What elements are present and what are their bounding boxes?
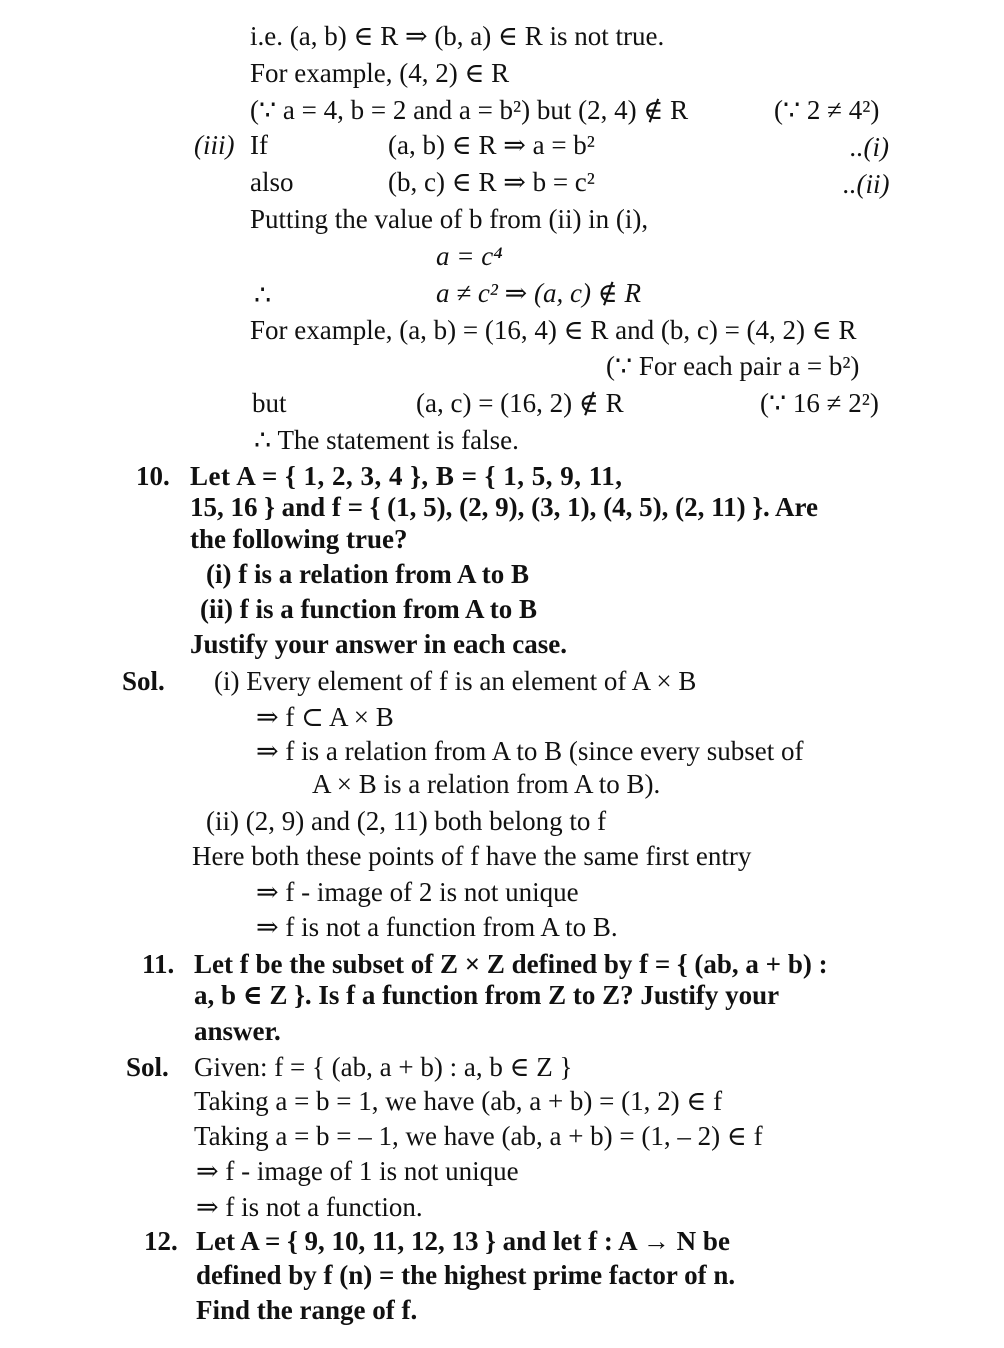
equation-2: a ≠ c² ⇒ (a, c) ∉ R: [436, 278, 641, 308]
q10-line-3: the following true?: [190, 524, 408, 554]
sol10-line-5: (ii) (2, 9) and (2, 11) both belong to f: [206, 806, 607, 836]
q11-line-2: a, b ∈ Z }. Is f a function from Z to Z? Justify your: [194, 980, 780, 1010]
prev-line-2: For example, (4, 2) ∈ R: [250, 58, 510, 88]
but-note: (∵ 16 ≠ 2²): [760, 388, 879, 418]
q12-line-3: Find the range of f.: [196, 1295, 418, 1325]
sol10-line-2: ⇒ f ⊂ A × B: [256, 702, 394, 732]
q11-line-3: answer.: [194, 1016, 281, 1046]
part-iii-ref: ..(i): [850, 132, 889, 162]
part-iii-expr: (a, b) ∈ R ⇒ a = b²: [388, 130, 595, 160]
q10-line-4: Justify your answer in each case.: [190, 629, 567, 659]
equation-1: a = c⁴: [436, 241, 503, 271]
q10-part-1: (i) f is a relation from A to B: [206, 559, 529, 589]
q12-line-2: defined by f (n) = the highest prime factor of n.: [196, 1260, 736, 1290]
sol10-line-7: ⇒ f - image of 2 is not unique: [256, 877, 579, 907]
also-label: also: [250, 167, 294, 197]
q10-line-1: Let A = { 1, 2, 3, 4 }, B = { 1, 5, 9, 11,: [190, 461, 623, 491]
sol10-line-6: Here both these points of f have the same first entry: [192, 841, 752, 871]
prev-line-3-note: (∵ 2 ≠ 4²): [774, 95, 880, 125]
q10-part-2: (ii) f is a function from A to B: [200, 594, 537, 624]
sol10-line-3: ⇒ f is a relation from A to B (since every subset of: [256, 736, 804, 766]
sol10-line-8: ⇒ f is not a function from A to B.: [256, 912, 618, 942]
q10-number: 10.: [136, 461, 170, 491]
sol11-line-4: ⇒ f - image of 1 is not unique: [196, 1156, 519, 1186]
also-ref: ..(ii): [843, 169, 890, 199]
sol11-line-1: Given: f = { (ab, a + b) : a, b ∈ Z }: [194, 1052, 573, 1082]
sol11-label: Sol.: [126, 1052, 169, 1082]
q11-line-1: Let f be the subset of Z × Z defined by f = { (ab, a + b) :: [194, 949, 828, 979]
putting-line: Putting the value of b from (ii) in (i),: [250, 204, 649, 234]
but-expr: (a, c) = (16, 2) ∉ R: [416, 388, 624, 418]
part-iii-label: (iii): [194, 130, 235, 160]
example-2-note: (∵ For each pair a = b²): [606, 351, 860, 381]
also-expr: (b, c) ∈ R ⇒ b = c²: [388, 167, 595, 197]
therefore-symbol: ∴: [254, 280, 272, 310]
sol11-line-3: Taking a = b = – 1, we have (ab, a + b) = (1, – 2) ∈ f: [194, 1121, 763, 1151]
sol11-line-2: Taking a = b = 1, we have (ab, a + b) = (1, 2) ∈ f: [194, 1086, 723, 1116]
prev-line-3: (∵ a = 4, b = 2 and a = b²) but (2, 4) ∉ R: [250, 95, 689, 125]
q12-line-1: Let A = { 9, 10, 11, 12, 13 } and let f : A → N be: [196, 1226, 730, 1256]
sol10-label: Sol.: [122, 666, 165, 696]
sol11-line-5: ⇒ f is not a function.: [196, 1192, 423, 1222]
sol10-line-1: (i) Every element of f is an element of A × B: [214, 666, 697, 696]
statement-false: ∴ The statement is false.: [254, 425, 519, 455]
example-2-line: For example, (a, b) = (16, 4) ∈ R and (b, c) = (4, 2) ∈ R: [250, 315, 857, 345]
q12-number: 12.: [144, 1226, 178, 1256]
q11-number: 11.: [142, 949, 175, 979]
but-label: but: [252, 388, 287, 418]
prev-line-1: i.e. (a, b) ∈ R ⇒ (b, a) ∈ R is not true.: [250, 21, 665, 51]
sol10-line-4: A × B is a relation from A to B).: [312, 769, 661, 799]
part-iii-if: If: [250, 130, 268, 160]
q10-line-2: 15, 16 } and f = { (1, 5), (2, 9), (3, 1), (4, 5), (2, 11) }. Are: [190, 492, 818, 522]
